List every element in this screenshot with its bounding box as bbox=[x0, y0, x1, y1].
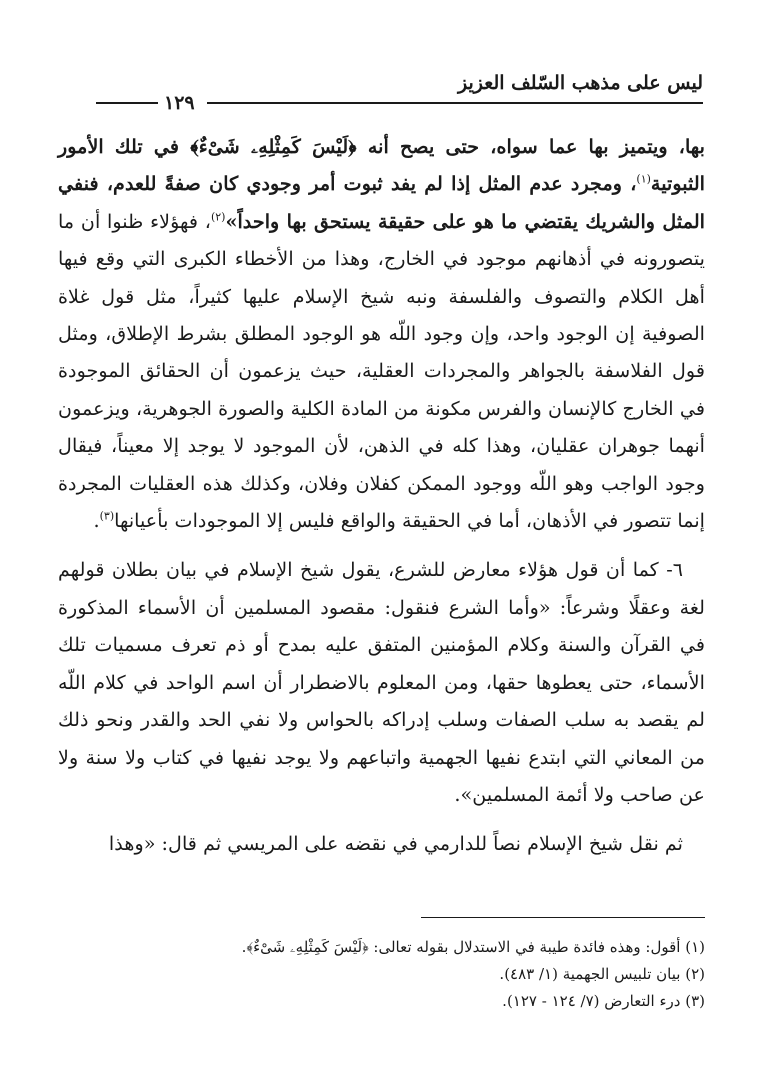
footnote-1-quran: ﴿لَيْسَ كَمِثْلِهِۦ شَىْءٌ﴾ bbox=[246, 938, 369, 956]
page-number: ١٢٩ bbox=[158, 92, 201, 114]
footnote-ref-2[interactable]: (٢) bbox=[210, 210, 226, 224]
footnote-ref-3[interactable]: (٣) bbox=[99, 509, 115, 523]
bold-tail: ، ومجرد عدم المثل إذا لم يفد ثبوت أمر وجودي كان صفةً للعدم، فنفي المثل والشريك يقتضي ما هو على حقيقة يستحق بها واحداً» bbox=[58, 172, 705, 233]
footnotes bbox=[60, 934, 705, 1015]
bold-mid: في تلك الأمور الثبوتية bbox=[58, 135, 705, 196]
paragraph-1-end: . bbox=[93, 509, 100, 533]
main-text bbox=[58, 128, 705, 863]
page-number-block bbox=[90, 92, 207, 114]
running-head bbox=[90, 68, 703, 114]
paragraph-1-rest: ، فهؤلاء ظنوا أن ما يتصورونه في أذهانهم موجود في الخارج، وهذا من الأخطاء الكبرى التي وقع فيها أهل الكلام والتصوف والفلسفة ونبه شيخ الإسلام عليها كثيراً، مثل قول غلاة الصوفية إن الوجود واحد، وإن وجود اللّه هو الوجود المطلق بشرط الإطلاق، ومثل قول الفلاسفة بالجواهر والمجردات العقلية، حيث يزعمون أن الحقائق الموجودة في الخارج كالإنسان والفرس مكونة من المادة الكلية والصورة الجوهرية، ويزعمون أنهما جوهران عقليان، وهذا كله في الذهن، لأن الموجود لا يوجد إلا معيناً، فيقال وجود الواجب وهو اللّه ووجود الممكن كفلان وفلان، وكذلك هذه العقليات المجردة إنما تتصور في الأذهان، أما في الحقيقة والواقع فليس إلا الموجودات بأعيانها bbox=[58, 209, 705, 533]
footnote-1 bbox=[60, 934, 705, 961]
page-number-rule bbox=[96, 102, 158, 104]
footnote-separator bbox=[421, 917, 705, 918]
paragraph-1 bbox=[58, 128, 705, 539]
paragraph-2: ٦- كما أن قول هؤلاء معارض للشرع، يقول شيخ الإسلام في بيان بطلان قولهم لغة وعقلًا وشرعاً: «وأما الشرع فنقول: مقصود المسلمين أن الأسماء المذكورة في القرآن والسنة وكلام المؤمنين المتفق عليه بمدح أو ذم تعرف مسميات تلك الأسماء، حتى يعطوها حقها، ومن المعلوم بالاضطرار أن اسم الواحد في كلام اللّه لم يقصد به سلب الصفات وسلب إدراكه بالحواس ولا نفي الحد والقدر ونحو ذلك من المعاني التي ابتدع نفيها الجهمية واتباعهم ولا يوجد نفيها في كتاب ولا سنة ولا عن صاحب ولا أئمة المسلمين». bbox=[58, 558, 705, 806]
bold-lead: بها، ويتميز بها عما سواه، حتى يصح أنه bbox=[356, 135, 705, 158]
footnote-3: (٣) درء التعارض (٧/ ١٢٤ - ١٢٧). bbox=[502, 992, 705, 1010]
quran-verse: ﴿لَيْسَ كَمِثْلِهِۦ شَىْءٌ﴾ bbox=[190, 135, 357, 158]
running-title: ليس على مذهب السّلف العزيز bbox=[458, 72, 703, 94]
footnote-ref-1[interactable]: (١) bbox=[636, 173, 651, 187]
footnote-1-end: . bbox=[241, 938, 247, 956]
footnote-2: (٢) بيان تلبيس الجهمية (١/ ٤٨٣). bbox=[499, 965, 705, 983]
footnote-1-text: (١) أقول: وهذه فائدة طيبة في الاستدلال بقوله تعالى: bbox=[368, 938, 705, 956]
paragraph-3: ثم نقل شيخ الإسلام نصاً للدارمي في نقضه على المريسي ثم قال: «وهذا bbox=[108, 832, 683, 856]
